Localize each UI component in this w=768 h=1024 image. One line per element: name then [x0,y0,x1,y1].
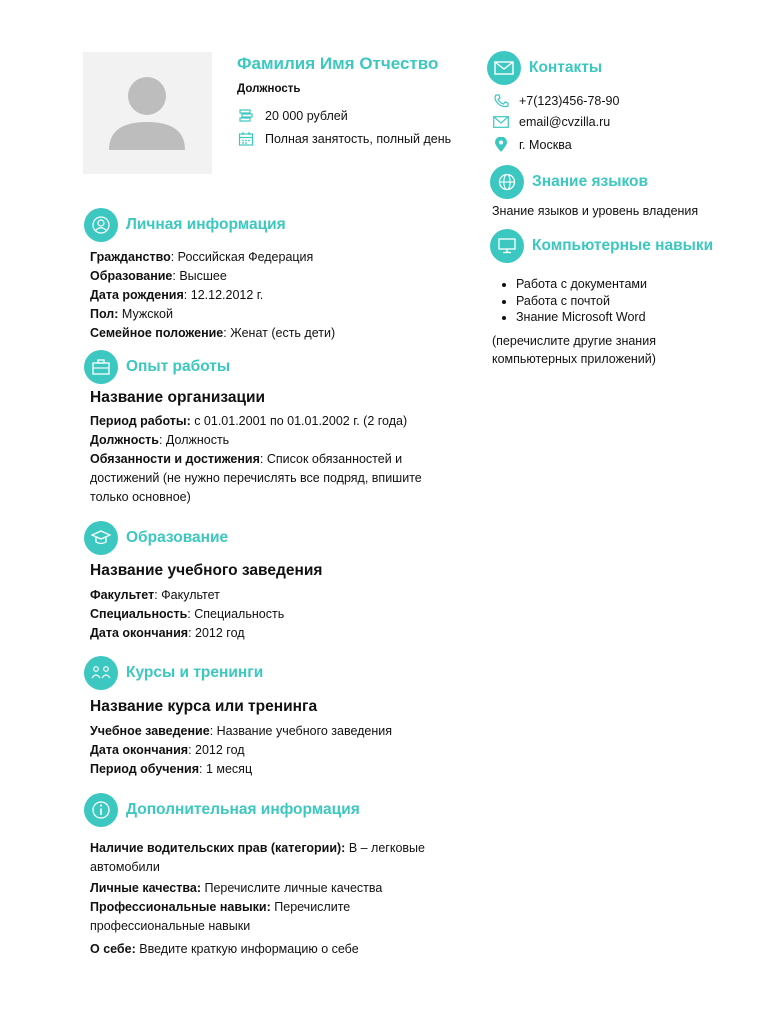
course-end-date-value: : 2012 год [188,743,245,757]
full-name: Фамилия Имя Отчество [237,54,439,73]
duties-label: Обязанности и достижения [90,452,260,466]
briefcase-icon [84,350,118,384]
money-icon [237,108,255,124]
about-label: О себе: [90,942,136,956]
envelope-icon [487,51,521,85]
graduation-date-row [90,624,460,643]
person-icon [84,208,118,242]
personal-info [90,248,460,343]
work-period-row [90,412,460,431]
contact-city-row [492,137,572,153]
skill-item: • Знание Microsoft Word [516,309,731,326]
contact-email[interactable]: email@cvzilla.ru [519,115,611,129]
personal-qualities-value: Перечислите личные качества [201,881,383,895]
job-position-label: Должность [90,433,159,447]
mail-icon [492,116,510,128]
additional-title: Дополнительная информация [126,801,360,818]
avatar-icon [83,52,212,174]
profile-photo-placeholder [83,52,212,174]
citizenship-row [90,248,460,267]
globe-icon [490,165,524,199]
gender-value: Мужской [118,307,173,321]
marital-status-value: : Женат (есть дети) [223,326,336,340]
birth-date-value: : 12.12.2012 г. [183,288,264,302]
monitor-icon [490,229,524,263]
personal-title: Личная информация [126,216,286,233]
driving-license-label: Наличие водительских прав (категории): [90,841,346,855]
faculty-label: Факультет [90,588,155,602]
professional-skills-row [90,898,450,936]
personal-header [84,208,286,242]
gender-row [90,305,460,324]
employment-row [237,131,451,147]
professional-skills-label: Профессиональные навыки: [90,900,271,914]
course-period-value: : 1 месяц [199,762,253,776]
education-title: Образование [126,529,229,546]
education-header [84,521,228,555]
duties-value: : Список обязанностей и достижений (не нужно перечислять все подряд, впишите только основное) [90,452,422,504]
education-level-label: Образование [90,269,173,283]
course-end-date-row [90,741,460,760]
additional-header [84,793,360,827]
specialty-value: : Специальность [187,607,285,621]
courses-header [84,656,263,690]
specialty-row [90,605,460,624]
course-details [90,722,460,779]
course-period-row [90,760,460,779]
driving-license-row [90,839,450,877]
skill-item: • Работа с документами [516,276,731,293]
languages-title: Знание языков [532,173,649,190]
faculty-row [90,586,460,605]
personal-qualities-label: Личные качества: [90,881,202,895]
contact-phone-row [492,94,619,108]
computer-skills-note: (перечислите другие знания компьютерных приложений) [492,334,656,366]
course-name: Название курса или тренинга [90,698,318,715]
info-icon [84,793,118,827]
graduation-date-label: Дата окончания [90,626,189,640]
skill-item: • Работа с почтой [516,293,731,310]
phone-icon [492,94,510,108]
work-period-label: Период работы: [90,414,191,428]
course-institution-row [90,722,460,741]
personal-qualities-row [90,879,450,898]
citizenship-label: Гражданство [90,250,171,264]
experience-title: Опыт работы [126,358,231,375]
contact-phone[interactable]: +7(123)456-78-90 [519,94,620,108]
marital-status-label: Семейное положение [90,326,224,340]
gender-label: Пол: [90,307,119,321]
education-details [90,586,460,643]
additional-details [90,839,450,959]
job-position-value: : Должность [158,433,230,447]
contact-email-row [492,115,610,129]
organization-name: Название организации [90,389,266,406]
courses-title: Курсы и тренинги [126,664,264,681]
graduation-date-value: : 2012 год [188,626,245,640]
specialty-label: Специальность [90,607,188,621]
contacts-header [487,51,602,85]
languages-header [490,165,648,199]
about-row [90,940,450,959]
job-position-row [90,431,460,450]
education-level-value: : Высшее [172,269,227,283]
salary-row [237,108,348,124]
contact-city: г. Москва [519,138,572,152]
education-level-row [90,267,460,286]
graduation-cap-icon [84,521,118,555]
course-institution-label: Учебное заведение [90,724,210,738]
experience-header [84,350,230,384]
marital-status-row [90,324,460,343]
work-period-value: с 01.01.2001 по 01.01.2002 г. (2 года) [190,414,408,428]
location-pin-icon [492,137,510,153]
about-value: Введите краткую информацию о себе [135,942,359,956]
employment-text: Полная занятость, полный день [265,132,452,146]
contacts-title: Контакты [529,59,603,76]
languages-text: Знание языков и уровень владения [492,204,699,218]
institution-name: Название учебного заведения [90,562,323,579]
computer-skills-title: Компьютерные навыки [532,237,714,254]
course-period-label: Период обучения [90,762,200,776]
citizenship-value: : Российская Федерация [170,250,314,264]
professional-skills-value: Перечислите профессиональные навыки [90,900,351,933]
birth-date-row [90,286,460,305]
driving-license-value: В – легковые автомобили [90,841,425,874]
experience-details [90,412,460,507]
duties-row [90,450,460,507]
calendar-icon [237,131,255,147]
course-end-date-label: Дата окончания [90,743,189,757]
computer-skills-header [490,229,713,263]
computer-skills-list [491,276,731,326]
birth-date-label: Дата рождения [90,288,184,302]
training-group-icon [84,656,118,690]
course-institution-value: : Название учебного заведения [209,724,393,738]
faculty-value: : Факультет [154,588,220,602]
salary-text: 20 000 рублей [265,109,348,123]
desired-position: Должность [237,83,301,95]
